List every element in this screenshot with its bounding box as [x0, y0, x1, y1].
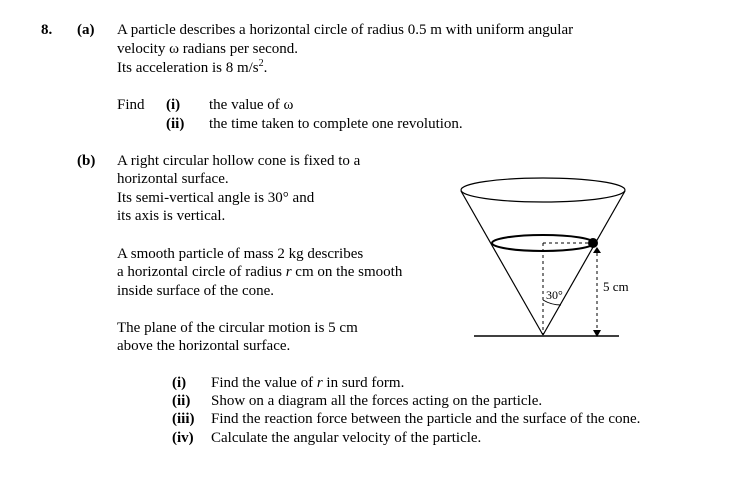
part-b-item-ii-text: Show on a diagram all the forces acting on the particle.: [211, 393, 543, 409]
part-a-label: (a): [77, 22, 95, 38]
part-b-para4-line1: The plane of the circular motion is 5 cm: [117, 320, 358, 336]
part-a-item-i-label: (i): [166, 97, 181, 113]
part-a-item-i-text: the value of ω: [209, 97, 294, 113]
height-label: 5 cm: [603, 279, 629, 294]
part-b-item-i-text: Find the value of r in surd form.: [211, 375, 405, 391]
angle-label: 30°: [546, 288, 563, 302]
part-b-para1-line2: horizontal surface.: [117, 171, 229, 187]
part-b-item-ii-label: (ii): [172, 393, 191, 409]
part-b-para2-line1: Its semi-vertical angle is 30° and: [117, 190, 315, 206]
part-b-item-iii-label: (iii): [172, 411, 195, 427]
part-a-acceleration: Its acceleration is 8 $m/s^2$.: [117, 58, 268, 76]
part-b-para3-line2: a horizontal circle of radius r cm on the smooth: [117, 264, 403, 280]
part-b-item-i-label: (i): [172, 375, 187, 391]
question-number: 8.: [41, 22, 53, 38]
part-b-para4-line2: above the horizontal surface.: [117, 338, 291, 354]
height-arrow-up: [593, 247, 601, 253]
part-b-para2-line2: its axis is vertical.: [117, 208, 226, 224]
cone-rim: [461, 178, 625, 202]
part-b-para1-line1: A right circular hollow cone is fixed to a: [117, 153, 361, 169]
part-b-para3-line3: inside surface of the cone.: [117, 283, 275, 299]
part-b-item-iii-text: Find the reaction force between the particle and the surface of the cone.: [211, 411, 641, 427]
part-a-item-ii-text: the time taken to complete one revolution.: [209, 116, 463, 132]
part-b-item-iv-label: (iv): [172, 430, 194, 446]
cone-left-side: [461, 191, 543, 335]
part-a-line-1: A particle describes a horizontal circle of radius 0.5 m with uniform angular: [117, 22, 574, 38]
part-b-para3-line1: A smooth particle of mass 2 kg describes: [117, 246, 364, 262]
part-b-label: (b): [77, 153, 96, 169]
part-b-item-iv-text: Calculate the angular velocity of the particle.: [211, 430, 482, 446]
cone-right-side: [543, 191, 625, 335]
part-a-item-ii-label: (ii): [166, 116, 185, 132]
part-a-line-2: velocity ω radians per second.: [117, 41, 299, 57]
part-a-find-label: Find: [117, 97, 145, 113]
